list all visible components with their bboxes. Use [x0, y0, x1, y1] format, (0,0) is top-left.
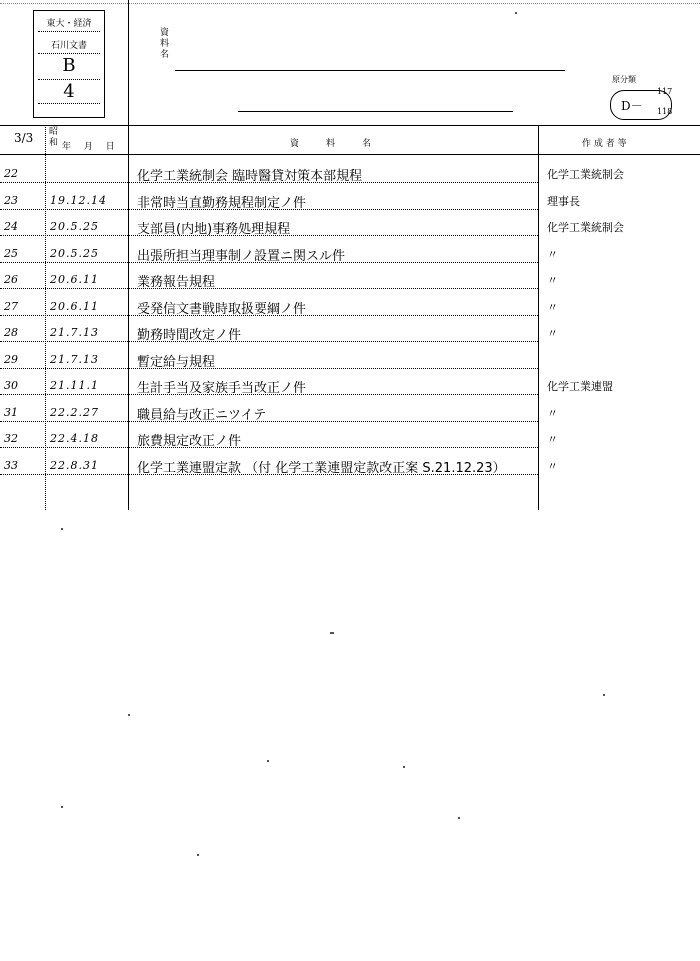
category-num-1: 117 [657, 87, 673, 96]
cell-creator: 〃 [547, 247, 558, 261]
row-divider [0, 288, 538, 289]
category-label: 原分類 [612, 75, 636, 84]
cell-name: 非常時当直勤務規程制定ノ件 [137, 195, 307, 211]
title-underline-1 [175, 70, 565, 71]
cell-no: 26 [4, 273, 18, 286]
category-oval [610, 87, 673, 120]
cell-no: 33 [4, 458, 18, 472]
row-divider [0, 209, 538, 210]
header-era: 昭和 [49, 127, 59, 148]
stamp-line-1: 東大・経済 [46, 19, 92, 29]
cell-date: 21.7.13 [50, 352, 99, 366]
cell-creator: 〃 [547, 433, 558, 446]
table-row [0, 346, 700, 372]
table-row [0, 452, 700, 478]
title-underline-2 [238, 111, 513, 112]
cell-date: 21.11.1 [50, 379, 99, 392]
cell-no: 27 [4, 299, 18, 313]
cell-creator: 理事長 [547, 194, 580, 208]
cell-creator: 化学工業連盟 [547, 380, 613, 393]
left-frame-line [128, 0, 129, 125]
cell-name: 暫定給与規程 [137, 354, 216, 370]
cell-date: 20.6.11 [50, 299, 99, 313]
table-row [0, 160, 700, 186]
table-row [0, 213, 700, 239]
cell-creator: 〃 [547, 300, 558, 314]
cell-date: 22.4.18 [50, 432, 99, 445]
row-divider [0, 368, 538, 369]
table-row [0, 372, 700, 398]
cell-creator: 〃 [547, 459, 558, 473]
row-divider [0, 182, 538, 183]
header-no: 3/3 [14, 131, 34, 145]
cell-name: 支部員(内地)事務処理規程 [137, 222, 291, 237]
cell-date: 20.5.25 [50, 220, 99, 233]
table-row [0, 399, 700, 425]
cell-no: 31 [4, 405, 18, 419]
category-value: D－ [621, 99, 643, 113]
cell-name: 職員給与改正ニツイテ [137, 407, 267, 423]
cell-name: 化学工業連盟定款 （付 化学工業連盟定款改正案 S.21.12.23） [137, 460, 506, 476]
cell-no: 30 [4, 379, 18, 392]
row-divider [0, 394, 538, 395]
row-divider [0, 341, 538, 342]
cell-name: 業務報告規程 [137, 275, 216, 290]
cell-name: 化学工業統制会 臨時醫貸対策本部規程 [137, 169, 363, 184]
table-row [0, 240, 700, 266]
row-divider [0, 474, 538, 475]
cell-no: 23 [4, 193, 18, 207]
cell-name: 生計手当及家族手当改正ノ件 [137, 381, 307, 396]
cell-no: 28 [4, 326, 18, 339]
cell-no: 22 [4, 167, 18, 180]
archive-stamp [33, 10, 105, 118]
table-row [0, 425, 700, 451]
cell-date: 20.6.11 [50, 273, 99, 286]
header-creator: 作 成 者 等 [582, 139, 627, 149]
row-divider [0, 421, 538, 422]
table-top-line [0, 125, 700, 126]
cell-date: 19.12.14 [50, 193, 107, 207]
cell-no: 24 [4, 220, 18, 233]
stamp-code-1: B [62, 55, 76, 76]
cell-creator: 化学工業統制会 [547, 221, 624, 234]
cell-name: 出張所担当理事制ノ設置ニ関スル件 [137, 248, 346, 264]
row-divider [0, 235, 538, 236]
cell-creator: 〃 [547, 327, 558, 340]
table-row [0, 319, 700, 345]
cell-creator: 〃 [547, 274, 558, 287]
table-header-bottom [0, 154, 700, 155]
table-row [0, 266, 700, 292]
cell-name: 勤務時間改定ノ件 [137, 328, 242, 343]
cell-date: 22.2.27 [50, 405, 99, 419]
cell-no: 29 [4, 352, 18, 366]
cell-no: 25 [4, 246, 18, 260]
top-border [0, 3, 700, 4]
cell-name: 受発信文書戦時取扱要綱ノ件 [137, 301, 307, 317]
header-name: 資 料 名 [290, 139, 372, 149]
title-label: 資料名 [160, 28, 170, 60]
header-ymd: 年 月 日 [62, 142, 115, 152]
cell-date: 20.5.25 [50, 246, 99, 260]
cell-creator: 〃 [547, 406, 558, 420]
category-num-2: 118 [657, 107, 673, 116]
cell-creator: 化学工業統制会 [547, 168, 624, 181]
cell-date: 21.7.13 [50, 326, 99, 339]
row-divider [0, 262, 538, 263]
table-row [0, 293, 700, 319]
table-row [0, 187, 700, 213]
row-divider [0, 315, 538, 316]
row-divider [0, 447, 538, 448]
cell-name: 旅費規定改正ノ件 [137, 434, 242, 449]
cell-date: 22.8.31 [50, 458, 99, 472]
stamp-line-2: 石川文書 [50, 41, 87, 51]
cell-no: 32 [4, 432, 18, 445]
stamp-code-2: 4 [63, 81, 75, 102]
